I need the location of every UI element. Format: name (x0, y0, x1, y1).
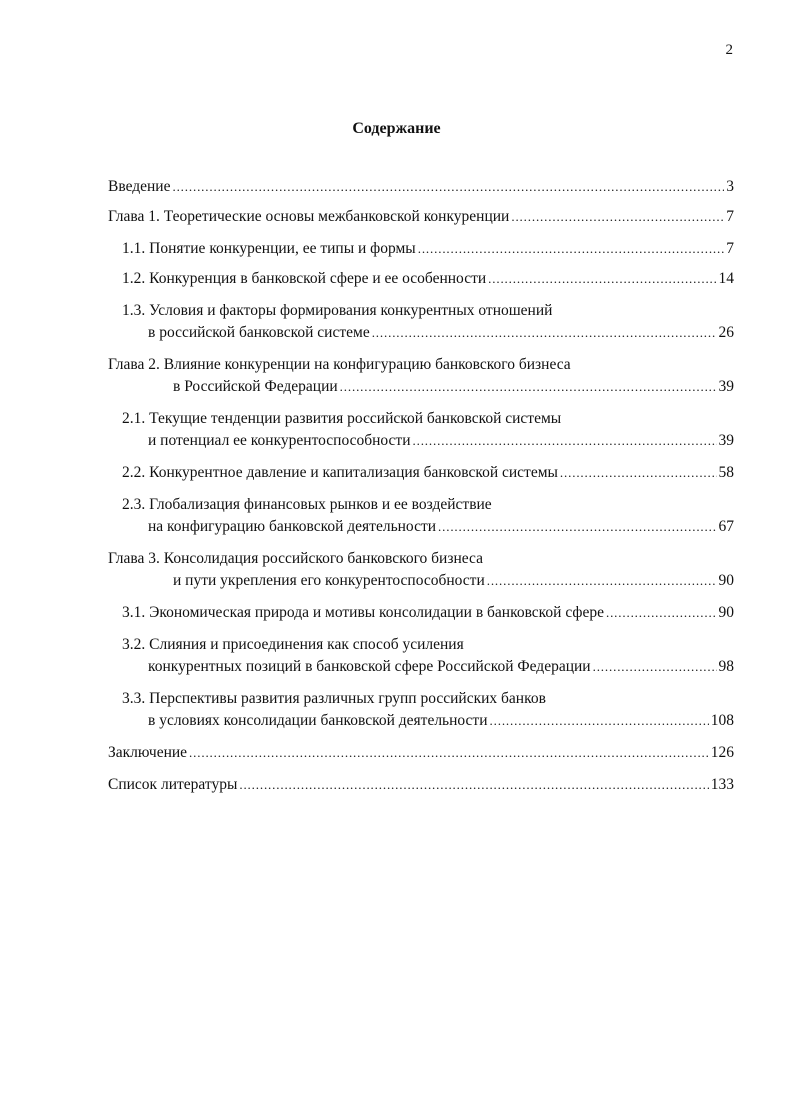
toc-entry-text: Глава 1. Теоретические основы межбанковской конкуренции (108, 208, 510, 225)
dot-leader (372, 322, 717, 344)
page-title: Содержание (352, 120, 441, 137)
toc-page-number: 108 (710, 712, 734, 729)
dot-leader (606, 602, 717, 624)
toc-entry-text: и потенциал ее конкурентоспособности (148, 432, 411, 449)
toc-page-number: 7 (726, 240, 734, 257)
dot-leader (490, 710, 709, 732)
dot-leader (487, 570, 717, 592)
toc-entry-text: 1.2. Конкуренция в банковской сфере и ее особенности (122, 270, 487, 287)
toc-entry-text: 3.2. Слияния и присоединения как способ усиления (122, 636, 464, 653)
toc-entry (108, 206, 734, 228)
toc-entry (108, 774, 734, 796)
toc-entry-text: Глава 2. Влияние конкуренции на конфигурацию банковского бизнеса (108, 356, 571, 373)
dot-leader (593, 656, 717, 678)
toc-entry-text: на конфигурацию банковской деятельности (148, 518, 437, 535)
toc-entry (108, 548, 734, 592)
toc-page-number: 14 (718, 270, 734, 287)
toc-entry-text: в условиях консолидации банковской деятельности (148, 712, 488, 729)
toc-entry-text: 2.1. Текущие тенденции развития российской банковской системы (122, 410, 562, 427)
toc-entry (108, 268, 734, 290)
toc-entry-text: 1.1. Понятие конкуренции, ее типы и формы (122, 240, 416, 257)
toc-entry-text: в Российской Федерации (173, 378, 338, 395)
toc-entry (108, 354, 734, 398)
toc-page-number: 7 (726, 208, 734, 225)
toc-entry-text: 2.3. Глобализация финансовых рынков и ее воздействие (122, 496, 492, 513)
toc-page-number: 90 (718, 604, 734, 621)
dot-leader (438, 516, 716, 538)
toc-entry (108, 602, 734, 624)
toc-entry (108, 742, 734, 764)
toc-page-number: 126 (710, 744, 734, 761)
toc-entry-text: в российской банковской системе (148, 324, 370, 341)
dot-leader (413, 430, 717, 452)
dot-leader (172, 176, 724, 198)
toc-entry (108, 408, 734, 452)
dot-leader (511, 206, 724, 228)
toc-page-number: 67 (718, 518, 734, 535)
dot-leader (340, 376, 717, 398)
toc-page-number: 3 (726, 178, 734, 195)
toc-page-number: 39 (718, 378, 734, 395)
toc-entry (108, 238, 734, 260)
toc-entry-text: 3.1. Экономическая природа и мотивы консолидации в банковской сфере (122, 604, 604, 621)
toc-entry-text: конкурентных позиций в банковской сфере Российской Федерации (148, 658, 591, 675)
toc-entry-text: 2.2. Конкурентное давление и капитализация банковской системы (122, 464, 558, 481)
toc-entry (108, 634, 734, 678)
toc-entry-text: Список литературы (108, 776, 238, 793)
dot-leader (418, 238, 725, 260)
toc-entry-text: Глава 3. Консолидация российского банковского бизнеса (108, 550, 483, 567)
toc-entry (108, 688, 734, 732)
toc-entry (108, 494, 734, 538)
toc-entry (108, 300, 734, 344)
toc-entry-text: Введение (108, 178, 171, 195)
dot-leader (189, 742, 709, 764)
page-number: 2 (725, 42, 733, 58)
dot-leader (560, 462, 717, 484)
toc-page-number: 26 (718, 324, 734, 341)
toc-page-number: 39 (718, 432, 734, 449)
toc-entry-text: 1.3. Условия и факторы формирования конкурентных отношений (122, 302, 553, 319)
toc-entry (108, 176, 734, 198)
toc-page-number: 133 (710, 776, 734, 793)
toc-page-number: 58 (718, 464, 734, 481)
toc-entry-text: и пути укрепления его конкурентоспособности (173, 572, 485, 589)
dot-leader (488, 268, 716, 290)
toc-page-number: 90 (718, 572, 734, 589)
toc-entry-text: 3.3. Перспективы развития различных групп российских банков (122, 690, 546, 707)
toc-entry-text: Заключение (108, 744, 188, 761)
toc-entry (108, 462, 734, 484)
toc-page-number: 98 (718, 658, 734, 675)
dot-leader (239, 774, 708, 796)
